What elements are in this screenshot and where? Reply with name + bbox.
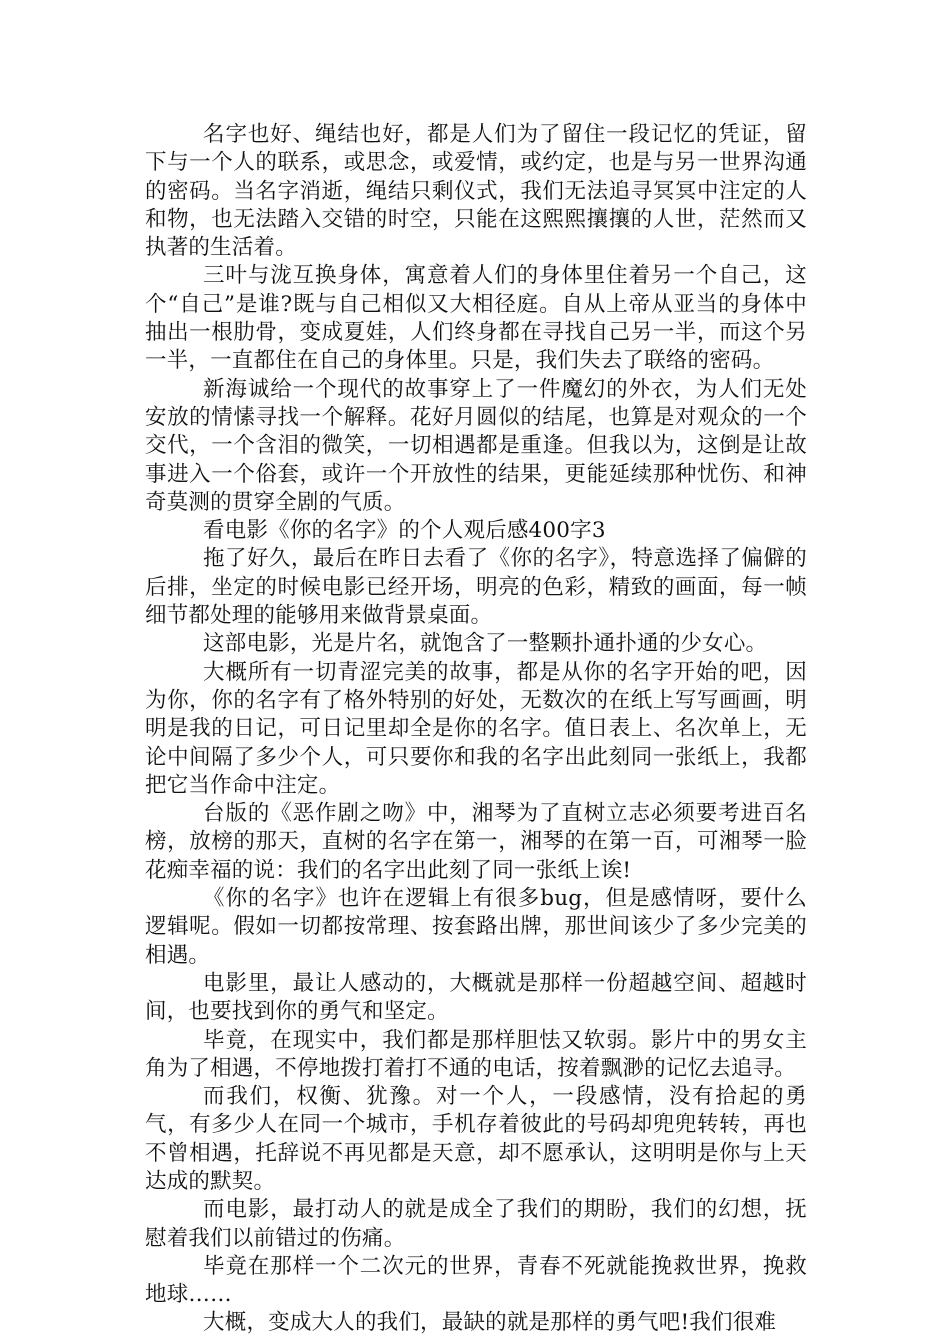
document-body	[145, 121, 807, 1338]
paragraph: 《你的名字》也许在逻辑上有很多bug，但是感情呀，要什么逻辑呢。假如一切都按常理、按套路出牌，那世间该少了多少完美的相遇。	[145, 886, 807, 968]
paragraph: 台版的《恶作剧之吻》中，湘琴为了直树立志必须要考进百名榜，放榜的那天，直树的名字在第一，湘琴的在第一百，可湘琴一脸花痴幸福的说：我们的名字出此刻了同一张纸上诶!	[145, 801, 807, 883]
paragraph: 拖了好久，最后在昨日去看了《你的名字》，特意选择了偏僻的后排，坐定的时候电影已经开场，明亮的色彩，精致的画面，每一帧细节都处理的能够用来做背景桌面。	[145, 546, 807, 629]
paragraph: 而我们，权衡、犹豫。对一个人，一段感情，没有拾起的勇气，有多少人在同一个城市，手机存着彼此的号码却兜兜转转，再也不曾相遇，托辞说不再见都是天意，却不愿承认，这明明是你与上天达成的默契。	[145, 1084, 807, 1194]
section-heading: 看电影《你的名字》的个人观后感400字3	[203, 518, 606, 544]
paragraph: 大概，变成大人的我们，最缺的就是那样的勇气吧!我们很难	[203, 1310, 777, 1336]
paragraph: 大概所有一切青涩完美的故事，都是从你的名字开始的吧，因为你，你的名字有了格外特别的好处，无数次的在纸上写写画画，明明是我的日记，可日记里却全是你的名字。值日表上、名次单上，无论中间隔了多少个人，可只要你和我的名字出此刻同一张纸上，我都把它当作命中注定。	[145, 659, 807, 798]
paragraph: 电影里，最让人感动的，大概就是那样一份超越空间、超越时间，也要找到你的勇气和坚定。	[145, 970, 807, 1025]
paragraph: 这部电影，光是片名，就饱含了一整颗扑通扑通的少女心。	[203, 631, 768, 657]
paragraph: 而电影，最打动人的就是成全了我们的期盼，我们的幻想，抚慰着我们以前错过的伤痛。	[145, 1197, 807, 1251]
paragraph: 毕竟在那样一个二次元的世界，青春不死就能挽救世界，挽救地球……	[145, 1253, 807, 1308]
paragraph: 毕竟，在现实中，我们都是那样胆怯又软弱。影片中的男女主角为了相遇，不停地拨打着打不通的电话，按着飘渺的记忆去追寻。	[145, 1027, 807, 1081]
paragraph: 三叶与泷互换身体，寓意着人们的身体里住着另一个自己，这个“自己”是谁?既与自己相似又大相径庭。自从上帝从亚当的身体中抽出一根肋骨，变成夏娃，人们终身都在寻找自己另一半，而这个另一半，一直都住在自己的身体里。只是，我们失去了联络的密码。	[145, 263, 807, 374]
paragraph: 名字也好、绳结也好，都是人们为了留住一段记忆的凭证，留下与一个人的联系，或思念，或爱情，或约定，也是与另一世界沟通的密码。当名字消逝，绳结只剩仪式，我们无法追寻冥冥中注定的人和物，也无法踏入交错的时空，只能在这熙熙攘攘的人世，茫然而又执著的生活着。	[145, 122, 807, 261]
paragraph: 新海诚给一个现代的故事穿上了一件魔幻的外衣，为人们无处安放的情愫寻找一个解释。花好月圆似的结尾，也算是对观众的一个交代，一个含泪的微笑，一切相遇都是重逢。但我以为，这倒是让故事进入一个俗套，或许一个开放性的结果，更能延续那种忧伤、和神奇莫测的贯穿全剧的气质。	[145, 376, 807, 515]
